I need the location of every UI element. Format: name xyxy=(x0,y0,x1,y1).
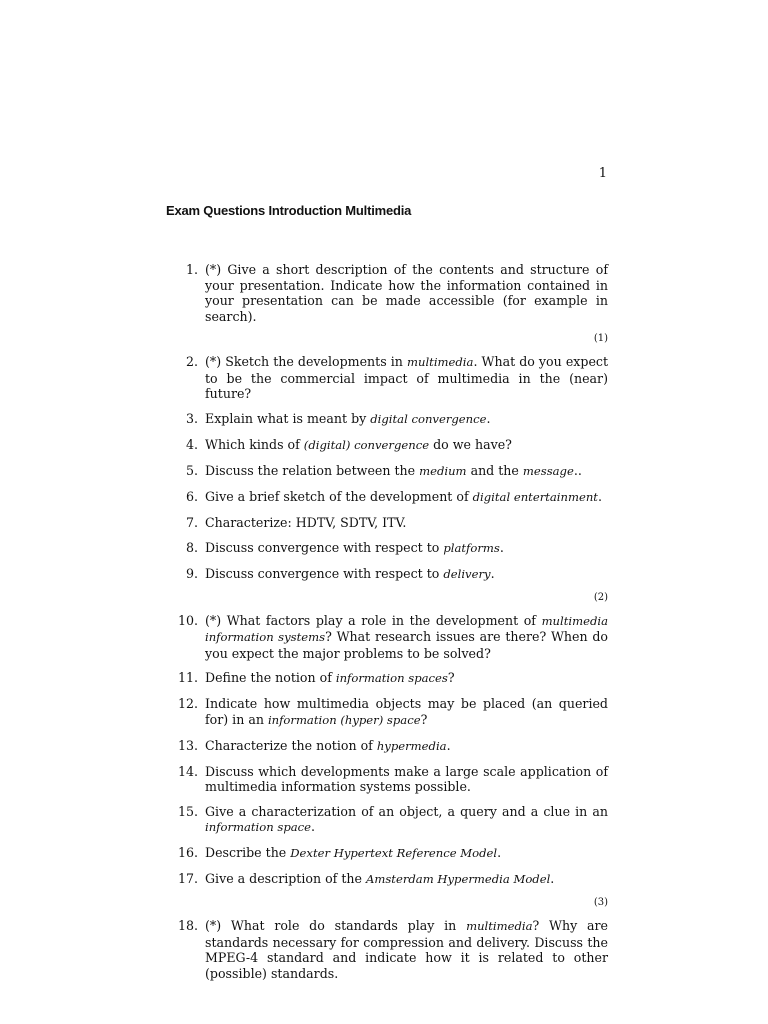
question-item xyxy=(166,411,608,428)
question-item xyxy=(166,515,608,531)
question-number: 7. xyxy=(185,514,198,530)
question-number: 1. xyxy=(185,262,198,277)
question-text-segment: Explain what is meant by xyxy=(205,411,371,427)
question-text-segment: ? Why are standards necessary for compression and delivery. Discuss the MPEG-4 standard and indicate how it is related to other (possible) standards. xyxy=(205,918,608,981)
question-item xyxy=(166,540,608,557)
question-text-segment: (*) Sketch the developments in xyxy=(205,354,407,370)
emphasized-term: information (hyper) space xyxy=(267,712,421,727)
question-text xyxy=(205,540,608,557)
question-text xyxy=(205,515,608,531)
question-item xyxy=(166,437,608,454)
question-text-segment: Give a description of the xyxy=(205,871,366,887)
question-number: 8. xyxy=(185,539,198,555)
question-text xyxy=(205,804,608,836)
question-number: 6. xyxy=(185,488,198,504)
emphasized-term: Amsterdam Hypermedia Model xyxy=(365,872,551,887)
emphasized-term: digital convergence xyxy=(370,412,487,427)
question-text xyxy=(205,437,608,454)
question-text-segment: ? xyxy=(420,711,428,727)
question-text-segment: . xyxy=(311,819,316,835)
question-text-segment: Discuss the relation between the xyxy=(205,463,420,479)
question-text xyxy=(205,262,608,324)
page-number: 1 xyxy=(598,166,607,181)
question-text-segment: . xyxy=(499,539,504,555)
question-number: 17. xyxy=(177,871,198,887)
question-item xyxy=(166,738,608,755)
question-text-segment: Characterize the notion of xyxy=(205,737,377,753)
question-text xyxy=(205,566,608,583)
emphasized-term: multimedia xyxy=(407,355,474,370)
question-text-segment: (*) What role do standards play in xyxy=(205,918,467,934)
question-item xyxy=(166,262,608,324)
emphasized-term: digital entertainment xyxy=(472,489,598,504)
question-number: 14. xyxy=(177,763,198,779)
question-text-segment: Define the notion of xyxy=(205,670,336,686)
question-item xyxy=(166,696,608,728)
question-text-segment: Discuss convergence with respect to xyxy=(205,539,444,555)
question-text xyxy=(205,489,608,506)
question-text-segment: . xyxy=(486,411,491,427)
emphasized-term: delivery xyxy=(443,566,491,581)
question-text-segment: .. xyxy=(573,463,582,479)
question-text-segment: Which kinds of xyxy=(205,437,304,453)
question-item xyxy=(166,670,608,687)
question-text-segment: . xyxy=(490,565,495,581)
emphasized-term: hypermedia xyxy=(376,738,447,753)
question-number: 15. xyxy=(177,803,198,819)
question-text-segment: ? xyxy=(447,670,455,686)
question-item xyxy=(166,566,608,583)
question-text xyxy=(205,613,608,662)
question-text xyxy=(205,738,608,755)
question-text-segment: do we have? xyxy=(429,437,512,453)
emphasized-term: medium xyxy=(419,464,467,479)
question-item xyxy=(166,489,608,506)
question-number: 3. xyxy=(185,411,198,427)
question-item xyxy=(166,764,608,795)
emphasized-term: information space xyxy=(205,820,312,835)
question-text xyxy=(205,411,608,428)
question-text-segment: Characterize: HDTV, SDTV, ITV. xyxy=(205,514,407,530)
document-title: Exam Questions Introduction Multimedia xyxy=(166,203,412,218)
emphasized-term: message xyxy=(522,464,574,479)
question-text-segment: Discuss which developments make a large scale application of multimedia information systems possible. xyxy=(205,763,608,795)
question-text xyxy=(205,845,608,862)
question-item xyxy=(166,918,608,981)
question-text-segment: Give a brief sketch of the development of xyxy=(205,488,473,504)
emphasized-term: (digital) convergence xyxy=(303,438,430,453)
question-number: 11. xyxy=(177,670,198,686)
question-text-segment: ? What research issues are there? When do you expect the major problems to be solved? xyxy=(205,629,608,661)
question-text xyxy=(205,871,608,888)
question-item xyxy=(166,871,608,888)
question-item xyxy=(166,845,608,862)
question-item xyxy=(166,354,608,402)
question-text-segment: (*) Give a short description of the contents and structure of your presentation. Indicate how the information contained in your presentation can be made accessible (for example in search). xyxy=(205,262,608,324)
question-list xyxy=(166,262,608,991)
section-marker: (3) xyxy=(593,897,608,909)
emphasized-term: multimedia information systems xyxy=(205,613,608,645)
question-item xyxy=(166,804,608,836)
question-text-segment: . xyxy=(497,845,502,861)
question-number: 18. xyxy=(177,918,198,934)
question-text-segment: Give a characterization of an object, a query and a clue in an xyxy=(205,803,608,819)
question-item xyxy=(166,613,608,662)
question-number: 2. xyxy=(185,354,198,370)
question-number: 12. xyxy=(177,696,198,712)
question-text xyxy=(205,696,608,728)
emphasized-term: multimedia xyxy=(466,919,533,934)
question-number: 4. xyxy=(185,437,198,453)
question-number: 10. xyxy=(177,612,198,628)
question-number: 16. xyxy=(177,845,198,861)
question-text xyxy=(205,918,608,981)
question-text-segment: . xyxy=(550,871,555,887)
question-number: 5. xyxy=(185,463,198,479)
question-text-segment: (*) What factors play a role in the development of xyxy=(205,612,542,628)
question-text-segment: . What do you expect to be the commercial impact of multimedia in the (near) future? xyxy=(205,354,609,402)
question-number: 9. xyxy=(185,565,198,581)
emphasized-term: platforms xyxy=(443,540,500,555)
section-marker: (2) xyxy=(593,591,608,603)
emphasized-term: Dexter Hypertext Reference Model xyxy=(290,846,498,861)
question-text xyxy=(205,354,608,402)
question-item xyxy=(166,463,608,480)
question-text xyxy=(205,670,608,687)
question-text-segment: Describe the xyxy=(205,845,291,861)
question-text-segment: and the xyxy=(466,463,523,479)
emphasized-term: information spaces xyxy=(335,671,448,686)
question-text-segment: . xyxy=(446,737,451,753)
question-text-segment: Discuss convergence with respect to xyxy=(205,565,444,581)
section-marker: (1) xyxy=(593,333,608,345)
question-number: 13. xyxy=(177,737,198,753)
question-text xyxy=(205,463,608,480)
question-text-segment: . xyxy=(597,488,602,504)
question-text-segment: Indicate how multimedia objects may be placed (an queried for) in an xyxy=(205,696,608,727)
question-text xyxy=(205,764,608,795)
